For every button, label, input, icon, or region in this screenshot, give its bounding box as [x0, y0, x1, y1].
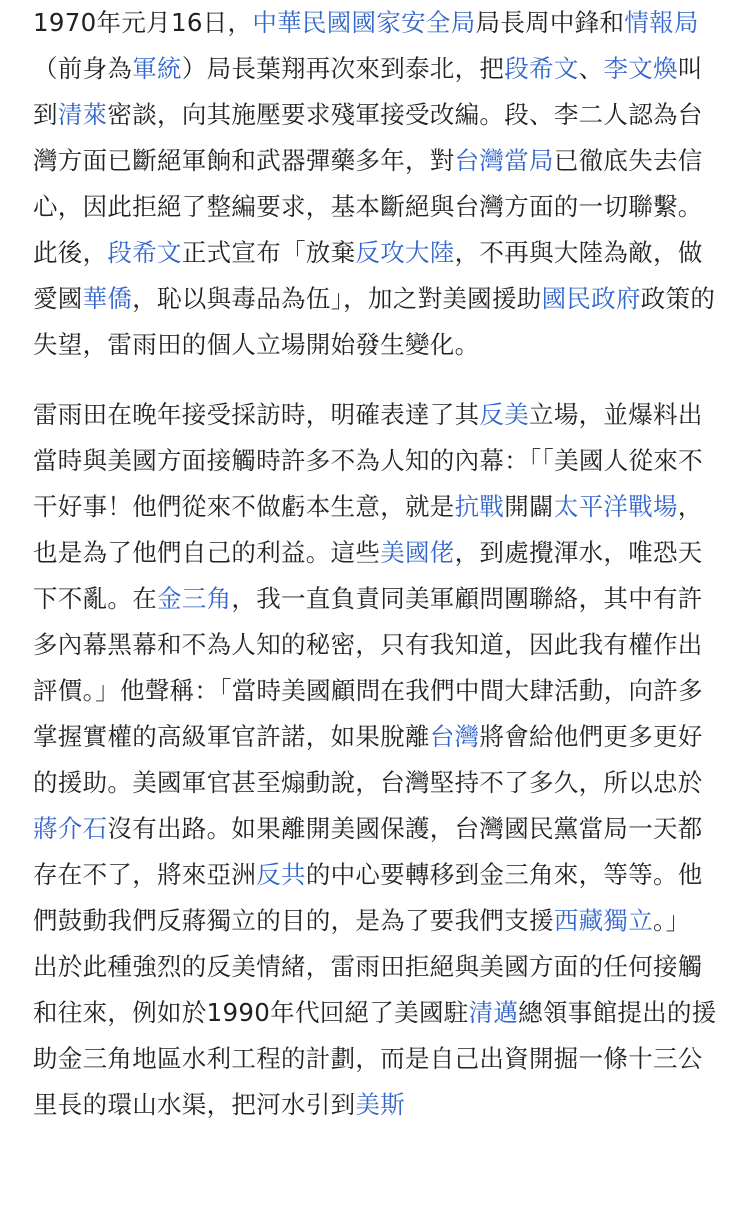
wiki-link[interactable]: 蔣介石 [33, 814, 108, 843]
text-run: ，也是為了他們自己的利益。這些 [33, 492, 703, 567]
wiki-link[interactable]: 美斯 [355, 1090, 406, 1119]
wiki-link[interactable]: 情報局 [624, 8, 699, 37]
wiki-link[interactable]: 金三角 [157, 584, 232, 613]
wiki-link[interactable]: 華僑 [82, 284, 133, 313]
text-run: ，我一直負責同美軍顧問團聯絡，其中有許多內幕黑幕和不為人知的秘密，只有我知道，因此我有權作出評價。」他聲稱：「當時美國顧問在我們中間大肆活動，向許多掌握實權的高級軍官許諾，如果脫離 [33, 584, 703, 751]
wiki-link[interactable]: 段希文 [107, 238, 182, 267]
wiki-link[interactable]: 清萊 [57, 100, 108, 129]
text-run: 叫到 [33, 54, 703, 129]
text-run: 的中心要轉移到金三角來，等等。他們鼓動我們反蔣獨立的目的，是為了要我們支援 [33, 860, 703, 935]
text-run: 沒有出路。如果離開美國保護，台灣國民黨當局一天都存在不了，將來亞洲 [33, 814, 703, 889]
wiki-link[interactable]: 太平洋戰場 [553, 492, 678, 521]
text-run: 、 [578, 54, 604, 83]
text-run: 已徹底失去信心，因此拒絕了整編要求，基本斷絕與台灣方面的一切聯繫。此後， [33, 146, 703, 267]
text-run: ，不再與大陸為敵，做愛國 [33, 238, 703, 313]
wiki-link[interactable]: 反攻大陸 [355, 238, 455, 267]
wiki-link[interactable]: 台灣 [429, 722, 480, 751]
wiki-link[interactable]: 段希文 [504, 54, 579, 83]
wiki-link[interactable]: 中華民國國家安全局 [252, 8, 476, 37]
wiki-link[interactable]: 反共 [256, 860, 306, 889]
text-run: 雷雨田在晚年接受採訪時，明確表達了其 [33, 400, 480, 429]
wiki-link[interactable]: 國民政府 [541, 284, 641, 313]
wiki-link[interactable]: 西藏獨立 [553, 906, 654, 935]
paragraph-1 [33, 0, 717, 368]
text-run: 密談，向其施壓要求殘軍接受改編。段、李二人認為台灣方面已斷絕軍餉和武器彈藥多年，對 [33, 100, 703, 175]
text-run: 政策的失望，雷雨田的個人立場開始發生變化。 [33, 284, 716, 359]
wiki-link[interactable]: 反美 [479, 400, 530, 429]
wiki-link[interactable]: 李文煥 [603, 54, 678, 83]
text-run: 局長周中鋒和 [475, 8, 625, 37]
text-run: （前身為 [33, 54, 133, 83]
text-run: 將會給他們更多更好的援助。美國軍官甚至煽動說，台灣堅持不了多久，所以忠於 [33, 722, 703, 797]
wiki-link[interactable]: 台灣當局 [454, 146, 554, 175]
wiki-link[interactable]: 清邁 [468, 998, 519, 1027]
wiki-link[interactable]: 軍統 [132, 54, 182, 83]
article-body [33, 0, 717, 1128]
text-run: ）局長葉翔再次來到泰北，把 [181, 54, 505, 83]
text-run: 立場，並爆料出當時與美國方面接觸時許多不為人知的內幕：「「美國人從來不干好事！他們從來不做虧本生意，就是 [33, 400, 703, 521]
text-run: 正式宣布「放棄 [181, 238, 356, 267]
text-run: 開闢 [504, 492, 554, 521]
text-run: 1970年元月16日， [33, 8, 253, 37]
wiki-link[interactable]: 抗戰 [454, 492, 505, 521]
text-run: ，恥以與毒品為伍」，加之對美國援助 [132, 284, 542, 313]
text-run: 總領事館提出的援助金三角地區水利工程的計劃，而是自己出資開掘一條十三公里長的環山水渠，把河水引到 [33, 998, 717, 1119]
text-run: ，到處攪渾水，唯恐天下不亂。在 [33, 538, 703, 613]
wiki-link[interactable]: 美國佬 [380, 538, 455, 567]
text-run: 。」 出於此種強烈的反美情緒，雷雨田拒絕與美國方面的任何接觸和往來，例如於1990年代回絕了美國駐 [33, 906, 703, 1027]
paragraph-2 [33, 392, 717, 1128]
